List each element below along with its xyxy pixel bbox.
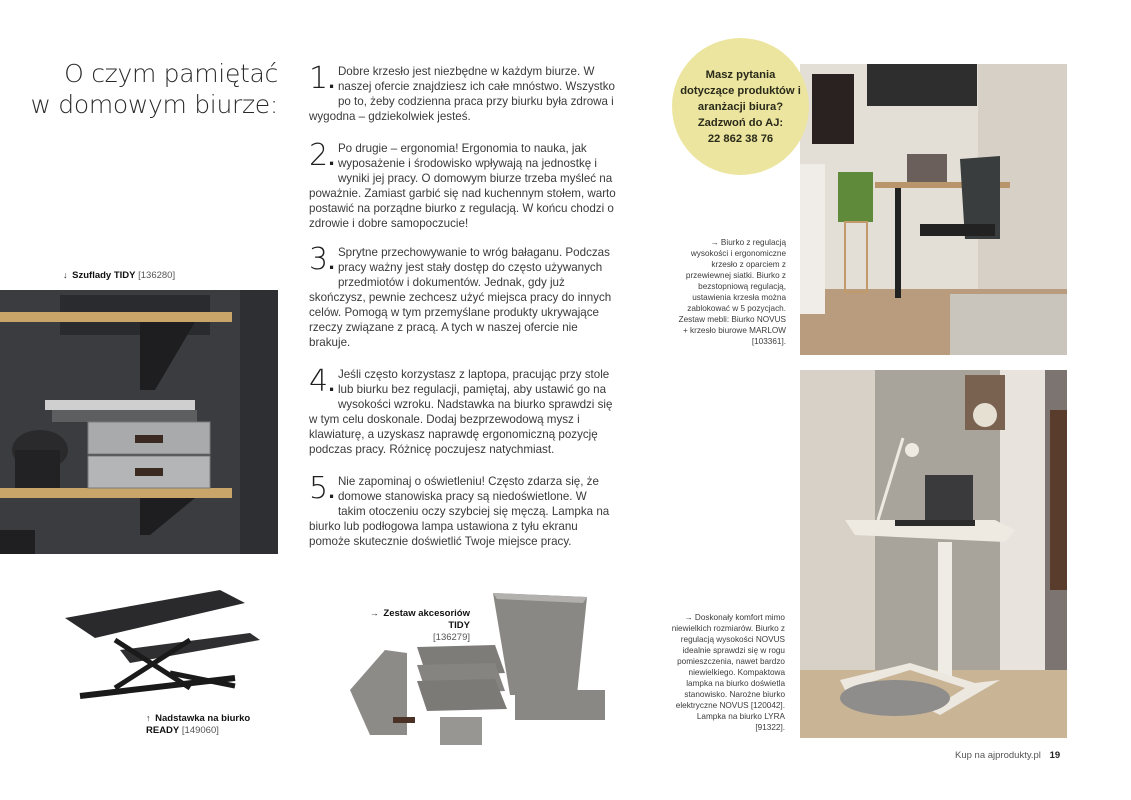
product-code: [136280] [138, 270, 176, 281]
arrow-down-icon: ↓ [63, 270, 68, 280]
tip-number: 1. [309, 61, 335, 96]
tip-number: 3. [309, 242, 335, 277]
tip-text: Jeśli często korzystasz z laptopa, pracując przy stole lub biurku bez regulacji, pamiętaj, aby ustawić go na wysokości wzroku. Nadstawka na biurko sprawdzi się w tym celu doskonale. Dodaj bezprzewodową mysz i klawiaturę, a uzyskasz naprawdę ergonomiczną pozycję podczas pracy. Różnicę poczujesz natychmiast. [309, 368, 613, 456]
tip-text: Dobre krzesło jest niezbędne w każdym biurze. W naszej ofercie znajdziesz ich całe mnóstwo. Wszystko po to, żeby codzienna praca przy biurku była zdrowa i wygodna – gdziekolwiek jesteś. [309, 65, 616, 123]
caption-szuflady [63, 269, 175, 282]
tip-text: Po drugie – ergonomia! Ergonomia to nauka, jak wyposażenie i środowisko wpływają na jednostkę i wyniki jej pracy. O domowym biurze trzeba myśleć na poważnie. Zamiast garbić się nad kuchennym stołem, warto postawić na porządne biurko z regulacją. W końcu chodzi o zdrowie i dobre samopoczucie! [309, 142, 616, 230]
tip-text: Nie zapominaj o oświetleniu! Często zdarza się, że domowe stanowiska pracy są niedoświetlone. W takim otoczeniu oczy szybciej się męczą. Lampka na biurko lub podłogowa lampa ustawiona z tyłu ekranu pomoże skutecznie doświetlić Twoje miejsce pracy. [309, 475, 610, 548]
caption-corner-desk: → Doskonały komfort mimo niewielkich rozmiarów. Biurko z regulacją wysokości NOVUS idealnie sprawdzi się w rogu pomieszczenia, nawet bardzo niewielkiego. Kompaktowa lampka na biurko doświetla stanowisko. Narożne biurko elektryczne NOVUS [120042]. Lampka na biurko LYRA [91322]. [671, 613, 785, 732]
shelf-photo [0, 290, 278, 554]
page-title [30, 58, 278, 120]
tips-list [309, 61, 617, 566]
product-name-2: READY [146, 725, 180, 736]
tip-text: Sprytne przechowywanie to wróg bałaganu. Podczas pracy ważny jest stały dostęp do często używanych przedmiotów i dokumentów. Jednak, gdy już skończysz, pewnie zechcesz użyć miejsca pracy do innych celów. Pomogą w tym przemyślane produkty ukrywające rzeczy związane z pracą. A tych w naszej ofercie nie brakuje. [309, 246, 612, 349]
arrow-up-icon: ↑ [146, 713, 151, 723]
product-name: Nadstawka na biurko [155, 713, 251, 724]
tip-item [309, 242, 617, 350]
tip-item [309, 138, 617, 231]
tip-number: 5. [309, 471, 335, 506]
arrow-right-icon: → [369, 608, 379, 618]
tip-item [309, 471, 617, 549]
product-name: Zestaw akcesoriów TIDY [383, 608, 470, 631]
title-line-1: O czym pamiętać [64, 59, 278, 88]
contact-text: Masz pytania dotyczące produktów i aranżacji biura? Zadzwoń do AJ: 22 862 38 76 [680, 68, 801, 145]
contact-circle [672, 38, 809, 175]
page-number: 19 [1049, 750, 1061, 761]
tidy-accessories-product-image [345, 585, 610, 745]
tip-number: 2. [309, 138, 335, 173]
tip-item [309, 61, 617, 124]
title-line-2: w domowym biurze: [30, 90, 278, 119]
contact-phone[interactable]: 22 862 38 76 [707, 132, 774, 145]
product-code: [136279] [433, 632, 470, 643]
product-code: [149060] [181, 725, 219, 736]
desk-riser-product-image [50, 578, 280, 703]
footer [955, 750, 1060, 761]
tip-number: 4. [309, 364, 335, 399]
home-office-photo [800, 64, 1067, 355]
caption-office-set: → Biurko z regulacją wysokości i ergonomiczne krzesło z oparciem z przewiewnej siatki. Biurko z bezstopniową regulacją, ustawienia krzesła można zablokować w 5 pozycjach. Zestaw mebli: Biurko NOVUS + krzesło biurowe MARLOW [103361]. [678, 238, 786, 346]
corner-desk-photo [800, 370, 1067, 738]
product-name: Szuflady TIDY [72, 270, 136, 281]
footer-link[interactable]: Kup na ajprodukty.pl [955, 750, 1041, 761]
tip-item [309, 364, 617, 457]
caption-nadstawka [146, 712, 286, 737]
